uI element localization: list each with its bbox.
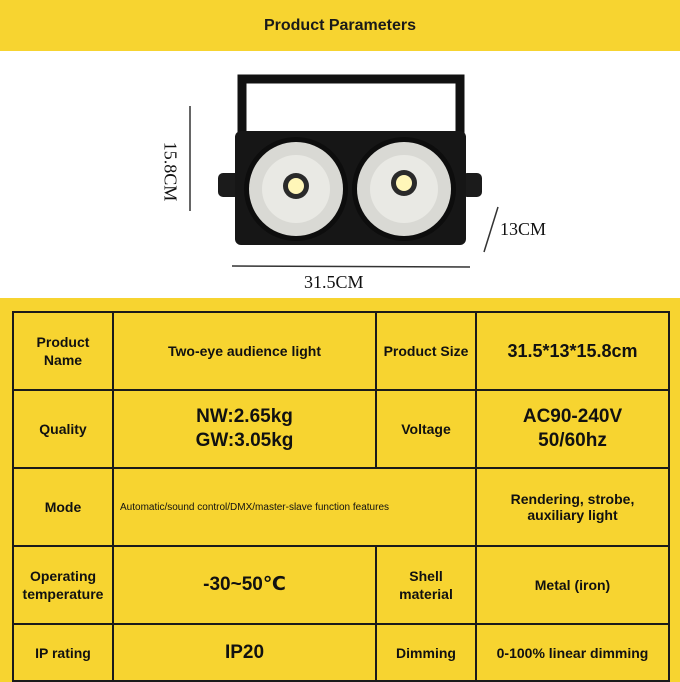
product-size-label: Product Size: [376, 312, 476, 390]
table-row: [13, 468, 669, 546]
shell-material-value: Metal (iron): [476, 546, 669, 624]
table-row: [13, 312, 669, 390]
product-illustration: [0, 51, 680, 298]
table-row: [13, 390, 669, 468]
mode-value: Automatic/sound control/DMX/master-slave function features: [113, 468, 476, 546]
mode-label: Mode: [13, 468, 113, 546]
depth-dimension-label: 13CM: [500, 219, 547, 239]
depth-dimension-line: [484, 207, 498, 252]
right-led: [396, 175, 412, 191]
product-name-value: Two-eye audience light: [113, 312, 376, 390]
width-dimension-line: [232, 266, 470, 267]
mode-effects-value: Rendering, strobe, auxiliary light: [476, 468, 669, 546]
dimming-label: Dimming: [376, 624, 476, 681]
operating-temperature-label: Operating temperature: [13, 546, 113, 624]
parameters-table: [12, 311, 668, 680]
height-dimension-label: 15.8CM: [160, 141, 181, 202]
quality-label: Quality: [13, 390, 113, 468]
table-row: [13, 624, 669, 681]
table-row: [13, 546, 669, 624]
page-title: Product Parameters: [263, 16, 417, 34]
shell-material-label: Shell material: [376, 546, 476, 624]
voltage-value: AC90-240V 50/60hz: [476, 390, 669, 468]
header-banner: [0, 0, 680, 51]
operating-temperature-value: -30~50℃: [113, 546, 376, 624]
left-led: [288, 178, 304, 194]
voltage-label: Voltage: [376, 390, 476, 468]
product-size-value: 31.5*13*15.8cm: [476, 312, 669, 390]
quality-value: NW:2.65kg GW:3.05kg: [113, 390, 376, 468]
ip-rating-value: IP20: [113, 624, 376, 681]
product-name-label: Product Name: [13, 312, 113, 390]
product-image-panel: [0, 51, 680, 298]
ip-rating-label: IP rating: [13, 624, 113, 681]
dimming-value: 0-100% linear dimming: [476, 624, 669, 681]
mounting-bracket: [242, 79, 460, 133]
width-dimension-label: 31.5CM: [304, 272, 364, 292]
